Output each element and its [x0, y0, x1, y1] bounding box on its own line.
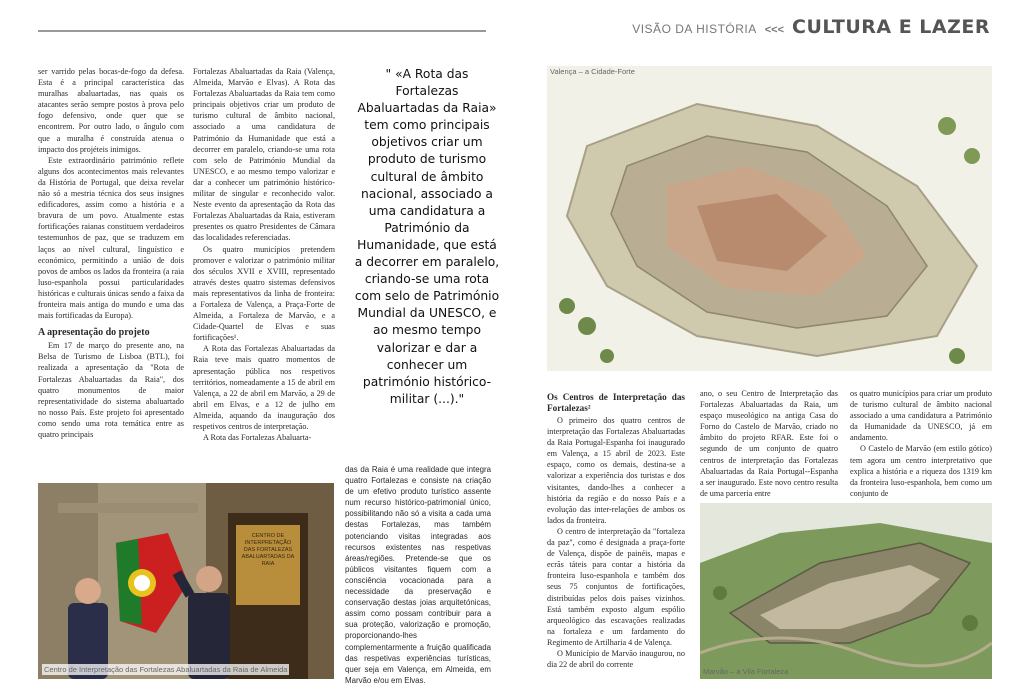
column-2 [193, 66, 335, 443]
fortress-illustration [547, 66, 992, 371]
paragraph: O Castelo de Marvão (em estilo gótico) tem agora um centro interpretativo que explica a história e a riqueza dos 1319 km da fronteira luso-espanhola, bem como um conjunto de [850, 444, 992, 498]
paragraph: Fortalezas Abaluartadas da Raia (Valença, Almeida, Marvão e Elvas). A Rota das Fortalezas Abaluartadas da Raia tem como principais objetivos criar um produto de turismo cultural de âmbito nacional, associado a uma candidatura de Património da Humanidade que está a decorrer em paralelo, criando-se uma rota com selo de Património Mundial da UNESCO, e ao mesmo tempo valorizar e dar a conhecer um património histórico-militar de singular e reconhecido valor. Neste evento da apresentação da Rota das Fortalezas Abaluartadas da Raia, estiveram presentes os quatro Presidentes de Câmara das localidades referenciadas. [193, 67, 335, 243]
paragraph: os quatro municípios para criar um produto de turismo cultural de âmbito nacional associado a uma candidatura a Património da Humanidade da UNESCO, já em andamento. [850, 389, 992, 443]
column-1 [38, 66, 184, 440]
paragraph: ser varrido pelas bocas-de-fogo da defesa. Esta é a principal característica das muralhas abaluartadas, nas quais os atacantes serão sempre postos à prova pelo fogo defensivo, onde quer que se encontrem. Por outro lado, o ângulo com que a muralha é construída atenua o impacto dos projéteis inimigos. [38, 67, 184, 154]
photo-caption: Marvão – a Vila Fortaleza [703, 667, 789, 676]
sign-text: CENTRO DE INTERPRETAÇÃO DAS FORTALEZAS ABALUARTADAS DA RAIA [241, 533, 295, 567]
ceremony-photo [38, 483, 334, 679]
paragraph: ano, o seu Centro de Interpretação das Fortalezas Abaluartadas da Raia, um espaço museológico na antiga Casa do Forno do Castelo de Marvão, criado no âmbito do projeto RFAR. Este foi o segundo de um conjunto de quatro centros de interpretação das Fortalezas Abaluartadas da Raia Portugal--Espanha a ser inaugurado. Este novo centro resulta de uma parceria entre [700, 389, 838, 498]
section-heading: Os Centros de Interpretação das Fortalezas² [547, 392, 685, 413]
section-label: VISÃO DA HISTÓRIA [632, 22, 757, 36]
column-4 [547, 392, 685, 670]
paragraph: O Município de Marvão inaugurou, no dia 22 de abril do corrente [547, 648, 685, 670]
photo-caption: Valença – a Cidade-Forte [550, 67, 635, 76]
page-header [632, 16, 990, 38]
ceremony-illustration [38, 483, 334, 679]
column-6 [850, 388, 992, 499]
paragraph: A Rota das Fortalezas Abaluarta- [203, 433, 312, 443]
column-3 [345, 464, 491, 686]
village-illustration [700, 503, 992, 679]
paragraph: O centro de interpretação da "fortaleza da paz", como é designada a praça-forte de Valença, dispõe de painéis, mapas e ecrãs táteis para contar a história da fronteira luso-espanhola e também dos seus 75 conjuntos de fortificações, distribuídas pelos dois países vizinhos. Está também exposto algum espólio arqueológico das escavações realizadas na fortaleza e um fardamento do Regimento de Artilharia 4 de Valença. [547, 526, 685, 647]
paragraph: Em 17 de março do presente ano, na Belsa de Turismo de Lisboa (BTL), foi realizada a apresentação da "Rota de Fortalezas Abaluartadas da Raia", dos quatro monumentos de maior representatividade do sistema abaluartado no nosso País. Este projeto foi apresentado como sendo uma rota temática entre as quatro principais [38, 341, 184, 439]
paragraph: das da Raia é uma realidade que integra quatro Fortalezas e consiste na criação de um efetivo produto turístico assente num recurso histórico-patrimonial único, possibilitando não só a visita a cada uma destas Fortalezas, mas também potenciando visitas integradas aos recursos existentes nas respetivas áreas/regiões. Pretende-se que os públicos visitantes fiquem com a consciência vocacionada para a necessidade da preservação e conservação destas joias arquitetónicas, assim como possam contribuir para a sua proteção, valorização e promoção, proporcionando-lhes complementarmente a fruição qualificada das respetivas experiências turísticas, quer seja em Valença, em Almeida, em Marvão e/ou em Elvas. [345, 465, 491, 685]
marvao-photo [700, 503, 992, 679]
paragraph: A Rota das Fortalezas Abaluartadas da Raia teve mais quatro momentos de apresentação pública nos respetivos territórios, nomeadamente a 15 de abril em Valença, a 22 de abril em Marvão, a 29 de abril em Elvas, e a 12 de julho em Almeida, aquando da inauguração dos respetivos centros de interpretação. [193, 344, 335, 431]
header-rule [38, 30, 486, 32]
valenca-photo [547, 66, 992, 371]
section-heading: A apresentação do projeto [38, 327, 150, 339]
photo-caption: Centro de Interpretação das Fortalezas Abaluartadas da Raia de Almeida [44, 665, 288, 674]
section-separator: <<< [764, 24, 785, 36]
paragraph: Este extraordinário património reflete alguns dos acontecimentos mais relevantes da História de Portugal, que deixa revelar não só a mestria técnica dos seus insignes edificadores, assim como a história e a bravura de um povo. Atualmente estas fortificações raianas constituem verdadeiros testemunhos de paz, que se traduzem em laços ao nível cultural, linguístico e económico, permitindo a união de dois povos de ambos os lados da fronteira (a raia luso-espanhola possui particularidades históricas e culturais únicas sendo a faixa da fronteira mais antiga do mundo e uma das mais fortificadas da Europa). [38, 155, 184, 321]
paragraph: O primeiro dos quatro centros de interpretação das Fortalezas Abaluartadas da Raia Portugal-Espanha foi inaugurado em Valença, a 15 abril de 2023. Este espaço, como os demais, destina-se a valorizar a experiência dos turistas e dos visitantes, dando-lhes a conhecer a história da região e do nosso País e a evolução das inter-relações de ambos os lados da fronteira. [547, 416, 685, 525]
section-title: CULTURA E LAZER [792, 16, 990, 38]
pull-quote: " «A Rota das Fortalezas Abaluartadas da Raia» tem como principais objetivos criar um produto de turismo cultural de âmbito nacional, associado a uma candidatura a Património da Humanidade, que está a decorrer em paralelo, criando-se uma rota com selo de Património Mundial da UNESCO, e ao mesmo tempo valorizar e dar a conhecer um património histórico-militar (...)." [354, 67, 500, 406]
paragraph: Os quatro municípios pretendem promover e valorizar o património militar dos séculos XVII e XVIII, representado através destes quatro sistemas defensivos mais representativos da linha de fronteira: a Fortaleza de Valença, a Praça-Forte de Almeida, a Fortaleza de Marvão, e a Cidade-Quartel de Elvas e suas fortificações¹. [193, 244, 335, 343]
column-5 [700, 388, 838, 499]
